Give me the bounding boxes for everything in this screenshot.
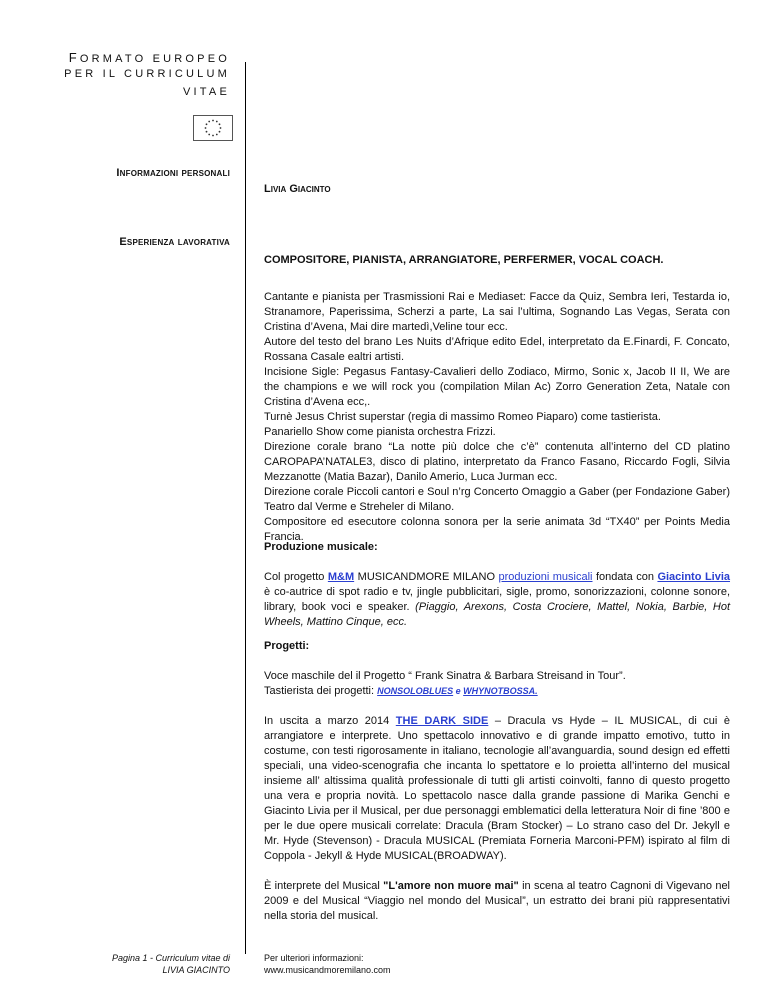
- section-label-work-experience: Esperienza lavorativa: [119, 236, 230, 248]
- musical-text: È interprete del Musical: [264, 880, 384, 892]
- experience-line: Direzione corale Piccoli cantori e Soul n’rg Concerto Omaggio a Gaber (per Fondazione Gaber) Teatro dal Verme e Streheler di Milano.: [264, 486, 730, 513]
- experience-line: Direzione corale brano “La notte più dolce che c’è” contenuta all’interno del CD platino CAROPAPA’NATALE3, disco di platino, interpretato da Franco Fasano, Riccardo Fogli, Silvia Mezzanotte (Matia Bazar), Danilo Amerio, Luca Jurman ecc.: [264, 441, 730, 483]
- musical-text: in scena al teatro Cagnoni di Vigevano nel 2009 e del Musical “Viaggio nel mondo del Musical”, un estratto dei brani più rappresentativi nella storia del musical.: [264, 880, 731, 922]
- production-text: MUSICANDMORE MILANO: [354, 571, 499, 583]
- experience-line: Autore del testo del brano Les Nuits d’Afrique edito Edel, interpretato da E.Finardi, F. Concato, Rossana Casale ealtri artisti.: [264, 336, 730, 363]
- footer-more-info: [264, 952, 391, 976]
- projects-keys-prefix: Tastierista dei progetti:: [264, 685, 378, 697]
- musical-paragraph: [264, 879, 730, 924]
- darkside-text: – Dracula vs Hyde – IL MUSICAL, di cui è arrangiatore e interprete. Uno spettacolo innovativo e di grande impatto emotivo, tutto in costume, con testi rigorosamente in italiano, tecnologie all’avanguardia, sound design ed effetti speciali, una video-scenografia che incanta lo spettatore e lo proietta all’interno del musical insieme all’ altissima qualità professionale di tutti gli artisti coinvolti, fanno di questo progetto una vera e propria novità. Lo spettacolo nasce dalla grande passione di Marika Genchi e Giacinto Livia per il Musical, per due personaggi emblematici della letteratura Noir di fine ’800 e per le due opere musicali correlate: Dracula (Bram Stocker) – Lo strano caso del Dr. Jekyll e Mr. Hyde (Stevenson) - Dracula MUSICAL (Premiata Forneria Marconi-PFM) ispirato al film di Coppola - Jekyll & Hyde MUSICAL(BROADWAY).: [264, 715, 731, 862]
- projects-keys-line: [264, 684, 730, 699]
- projects-heading: Progetti:: [264, 640, 310, 652]
- musical-title: "L'amore non muore mai": [383, 880, 519, 892]
- production-text: è co-autrice di spot radio e tv, jingle pubblicitari, sigle, promo, sonorizzazioni, colonne sonore, library, book voci e speaker.: [264, 586, 730, 613]
- whynotbossa-link[interactable]: WHYNOTBOSSA.: [463, 686, 538, 696]
- projects-voice-line: Voce maschile del il Progetto “ Frank Sinatra & Barbara Streisand in Tour”.: [264, 670, 626, 682]
- footer-page-info: [112, 952, 230, 976]
- the-dark-side-link[interactable]: THE DARK SIDE: [395, 715, 489, 727]
- giacinto-livia-link[interactable]: Giacinto Livia: [657, 571, 731, 583]
- production-heading: Produzione musicale:: [264, 541, 378, 553]
- cv-header-line-3: VITAE: [183, 86, 230, 98]
- experience-line: Turnè Jesus Christ superstar (regia di massimo Romeo Piaparo) come tastierista.: [264, 411, 661, 423]
- footer-name-line: LIVIA GIACINTO: [162, 965, 230, 975]
- footer-page-line: Pagina 1 - Curriculum vitae di: [111, 953, 230, 963]
- production-clients: (Piaggio, Arexons, Costa Crociere, Mattel, Nokia, Barbie, Hot Wheels, Mattino Cinque, ecc.: [264, 601, 730, 628]
- produzioni-musicali-link[interactable]: produzioni musicali: [498, 571, 593, 583]
- cv-header-line-1: [69, 50, 230, 65]
- darkside-text: In uscita a marzo 2014: [264, 715, 396, 727]
- projects-link-connector: e: [453, 686, 464, 696]
- cv-header-initial: F: [68, 50, 80, 65]
- eu-flag-icon: [193, 115, 233, 141]
- cv-header-rest: ORMATO EUROPEO: [79, 53, 230, 65]
- column-divider: [245, 62, 246, 954]
- darkside-paragraph: [264, 714, 730, 864]
- production-text: Col progetto: [264, 571, 328, 583]
- footer-more-info-label: Per ulteriori informazioni:: [264, 953, 364, 963]
- role-title: COMPOSITORE, PIANISTA, ARRANGIATORE, PERFERMER, VOCAL COACH.: [264, 254, 664, 266]
- nonsoloblues-link[interactable]: NONSOLOBLUES: [377, 686, 454, 696]
- experience-line: Compositore ed esecutore colonna sonora per la serie animata 3d “TX40” per Points Media Francia.: [264, 516, 730, 543]
- experience-line: Incisione Sigle: Pegasus Fantasy-Cavalieri dello Zodiaco, Mirmo, Sonic x, Jacob II II, We are the champions e we will rock you (compilation Milan Ac) Zorro Generation Zeta, Natale con Cristina d’Avena ecc,.: [264, 366, 730, 408]
- experience-line: Cantante e pianista per Trasmissioni Rai e Mediaset: Facce da Quiz, Sembra Ieri, Testarda io, Stranamore, Paperissima, Scherzi a parte, La sai l’ultima, Sognando Las Vegas, Serata con Cristina d’Avena, Mai dire martedì,Veline tour ecc.: [264, 291, 730, 333]
- production-text: fondata con: [592, 571, 658, 583]
- section-label-personal-info: Informazioni personali: [116, 167, 230, 179]
- person-name: Livia Giacinto: [264, 183, 331, 195]
- mm-link[interactable]: M&M: [327, 571, 355, 583]
- production-paragraph: [264, 570, 730, 630]
- footer-website[interactable]: www.musicandmoremilano.com: [264, 965, 391, 975]
- experience-line: Panariello Show come pianista orchestra Frizzi.: [264, 426, 496, 438]
- experience-block: [264, 290, 730, 545]
- cv-header-line-2: PER IL CURRICULUM: [64, 68, 230, 80]
